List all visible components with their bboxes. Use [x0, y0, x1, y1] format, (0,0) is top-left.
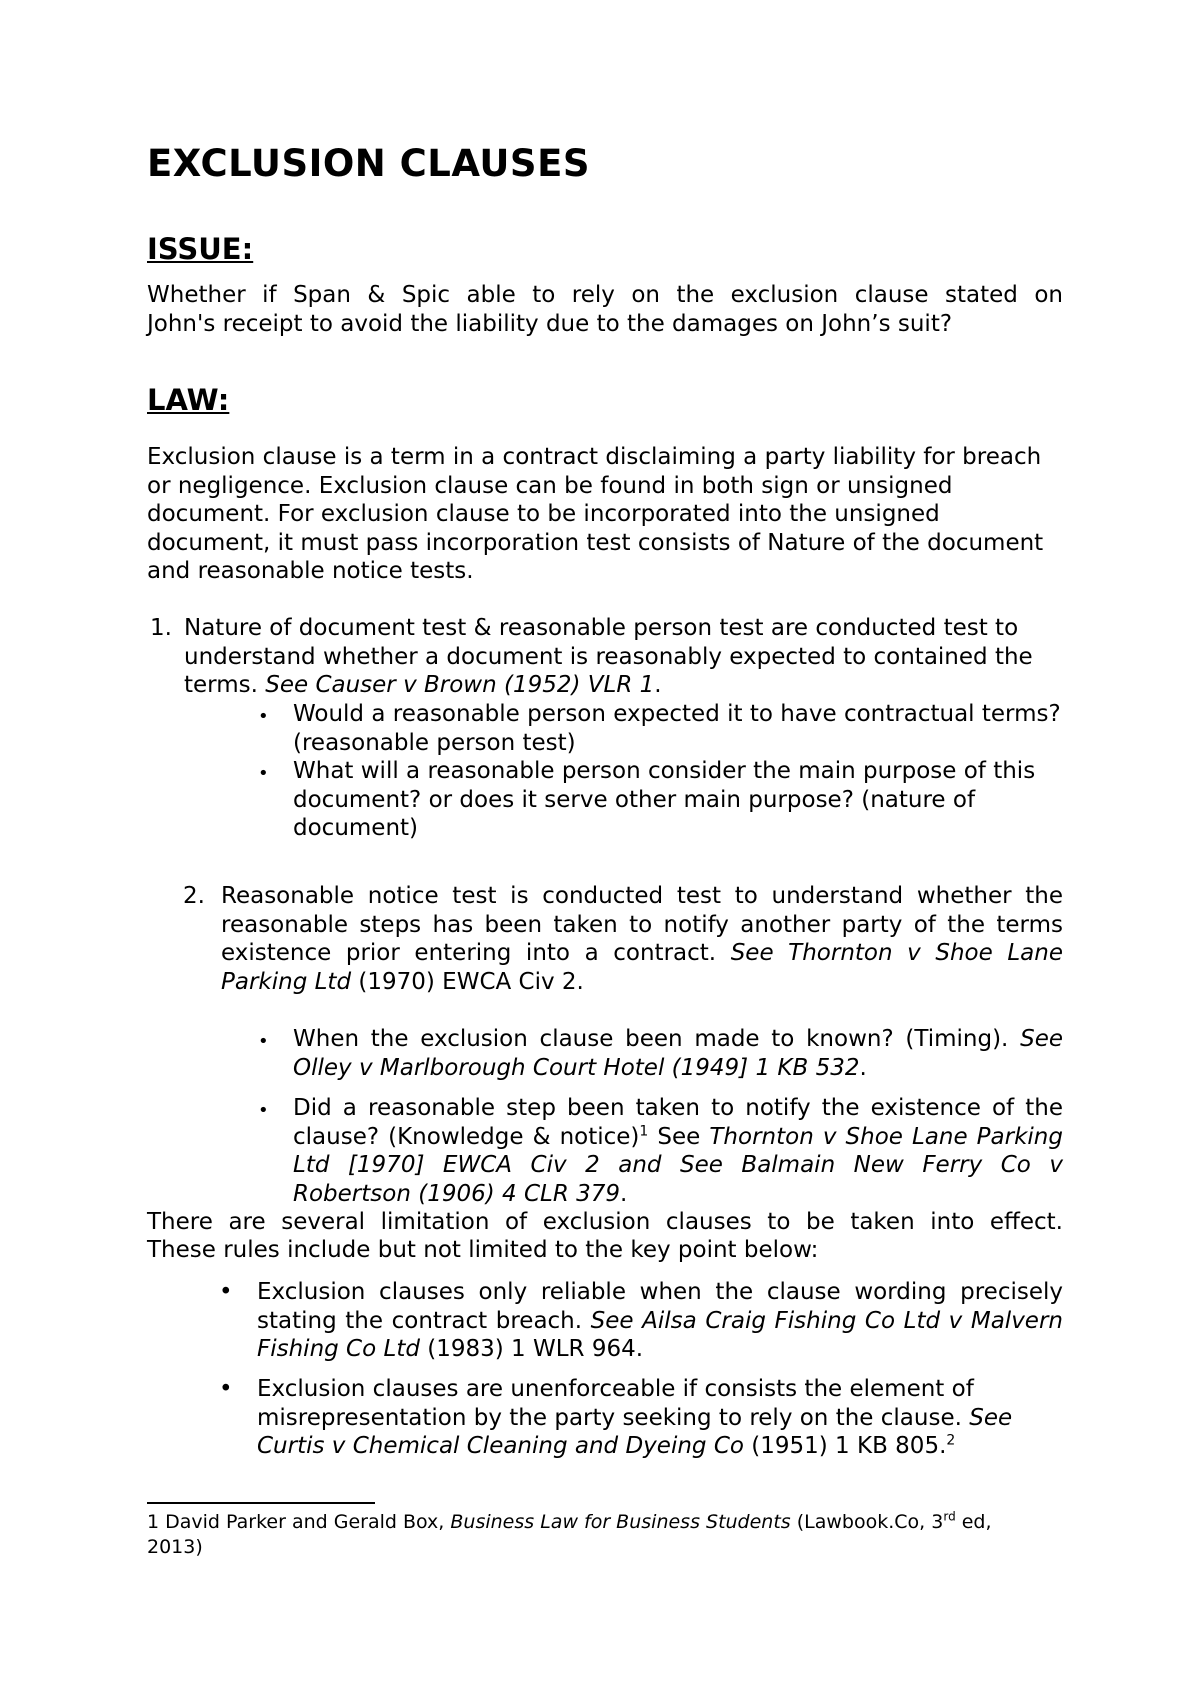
- footnote-edition-suffix: rd: [943, 1509, 956, 1524]
- item-1-bullet-2: What will a reasonable person consider the main purpose of this document? or does it serve other main purpose? (nature of document): [293, 758, 1036, 841]
- bullet-icon: •: [258, 763, 269, 784]
- limits-bullet-1: [257, 1278, 1063, 1364]
- item-2-citation: See Thornton v Shoe Lane Parking Ltd: [221, 940, 1063, 995]
- item-1-end: .: [654, 672, 662, 698]
- footnote-year: 2013): [147, 1536, 203, 1558]
- footnote-ref[interactable]: 2: [946, 1432, 956, 1449]
- item-2-bullet-1: [293, 1025, 1063, 1082]
- footnote-edition: ed,: [955, 1511, 992, 1533]
- item-2-bullet-1-text: When the exclusion clause been made to known? (Timing).: [293, 1026, 1021, 1052]
- item-2-after: (1970) EWCA Civ 2.: [351, 968, 584, 995]
- item-2-bullet-1-end: .: [859, 1054, 867, 1081]
- item-2-bullet-1-citation: See Olley v Marlborough Court Hotel (1949] 1 KB 532: [293, 1026, 1063, 1081]
- item-2-bullet-2-see: See: [648, 1123, 710, 1150]
- item-1-bullet-1: Would a reasonable person expected it to have contractual terms? (reasonable person test): [293, 701, 1061, 756]
- item-2-bullet-2: [293, 1094, 1063, 1208]
- item-2-bullet-2-text: Did a reasonable step been taken to notify the existence of the clause? (Knowledge & notice): [293, 1095, 1063, 1150]
- footnote-ref[interactable]: 1: [639, 1122, 649, 1139]
- issue-line-2: John's receipt to avoid the liability due to the damages on John’s suit?: [147, 311, 953, 337]
- law-intro-paragraph: Exclusion clause is a term in a contract disclaiming a party liability for breach or negligence. Exclusion clause can be found in both sign or unsigned document. For exclusion clause to be incorporated into the unsigned document, it must pass incorporation test consists of Nature of the document and reasonable notice tests.: [147, 444, 1044, 584]
- footnote-authors: David Parker and Gerald Box,: [159, 1511, 451, 1533]
- bullet-icon: •: [219, 1279, 233, 1305]
- item-1-number: 1.: [150, 615, 172, 641]
- limits-bullet-2-after: (1951) 1 KB 805.: [743, 1433, 947, 1459]
- issue-heading: ISSUE:: [147, 232, 254, 266]
- item-2-text: Reasonable notice test is conducted test to understand whether the reasonable steps has been taken to notify another party of the terms existence prior entering into a contract.: [221, 883, 1063, 966]
- limits-bullet-2-citation: See Curtis v Chemical Cleaning and Dyeing Co: [257, 1404, 1013, 1459]
- limits-line-2: These rules include but not limited to the key point below:: [147, 1237, 819, 1263]
- item-1-text: Nature of document test & reasonable person test are conducted test to understand whether a document is reasonably expected to contained the terms.: [184, 615, 1033, 698]
- item-1-paragraph: [184, 614, 1064, 700]
- bullet-icon: •: [258, 706, 269, 727]
- limits-bullet-2: [257, 1375, 1067, 1461]
- bullet-icon: •: [258, 1100, 269, 1121]
- footnote-number: 1: [147, 1511, 160, 1533]
- footnote: [147, 1510, 1067, 1560]
- footnote-book-title: Business Law for Business Students: [450, 1511, 791, 1533]
- limits-bullet-1-after: (1983) 1 WLR 964.: [419, 1336, 644, 1362]
- issue-line-1: Whether if Span & Spic able to rely on the exclusion clause stated on: [147, 282, 1063, 308]
- limits-bullet-1-text: Exclusion clauses only reliable when the clause wording precisely stating the contract breach.: [257, 1279, 1063, 1334]
- law-heading: LAW:: [147, 383, 230, 417]
- page-title: EXCLUSION CLAUSES: [147, 142, 590, 185]
- item-2-paragraph: [221, 882, 1063, 996]
- bullet-icon: •: [258, 1031, 269, 1052]
- item-1-citation: See Causer v Brown (1952) VLR 1: [265, 672, 655, 698]
- limits-bullet-1-citation: See Ailsa Craig Fishing Co Ltd v Malvern Fishing Co Ltd: [257, 1307, 1063, 1362]
- limits-line-1: There are several limitation of exclusion clauses to be taken into effect.: [147, 1209, 1063, 1235]
- item-2-number: 2.: [183, 883, 205, 909]
- item-2-bullet-2-end: .: [620, 1180, 628, 1207]
- bullet-icon: •: [219, 1376, 233, 1402]
- footnote-separator: [147, 1502, 375, 1504]
- limits-bullet-2-text: Exclusion clauses are unenforceable if consists the element of misrepresentation by the party seeking to rely on the clause.: [257, 1376, 974, 1431]
- footnote-publisher: (Lawbook.Co, 3: [790, 1511, 944, 1533]
- item-2-bullet-2-citation: Thornton v Shoe Lane Parking Ltd [1970] EWCA Civ 2 and See Balmain New Ferry Co v Robertson (1906) 4 CLR 379: [293, 1123, 1063, 1207]
